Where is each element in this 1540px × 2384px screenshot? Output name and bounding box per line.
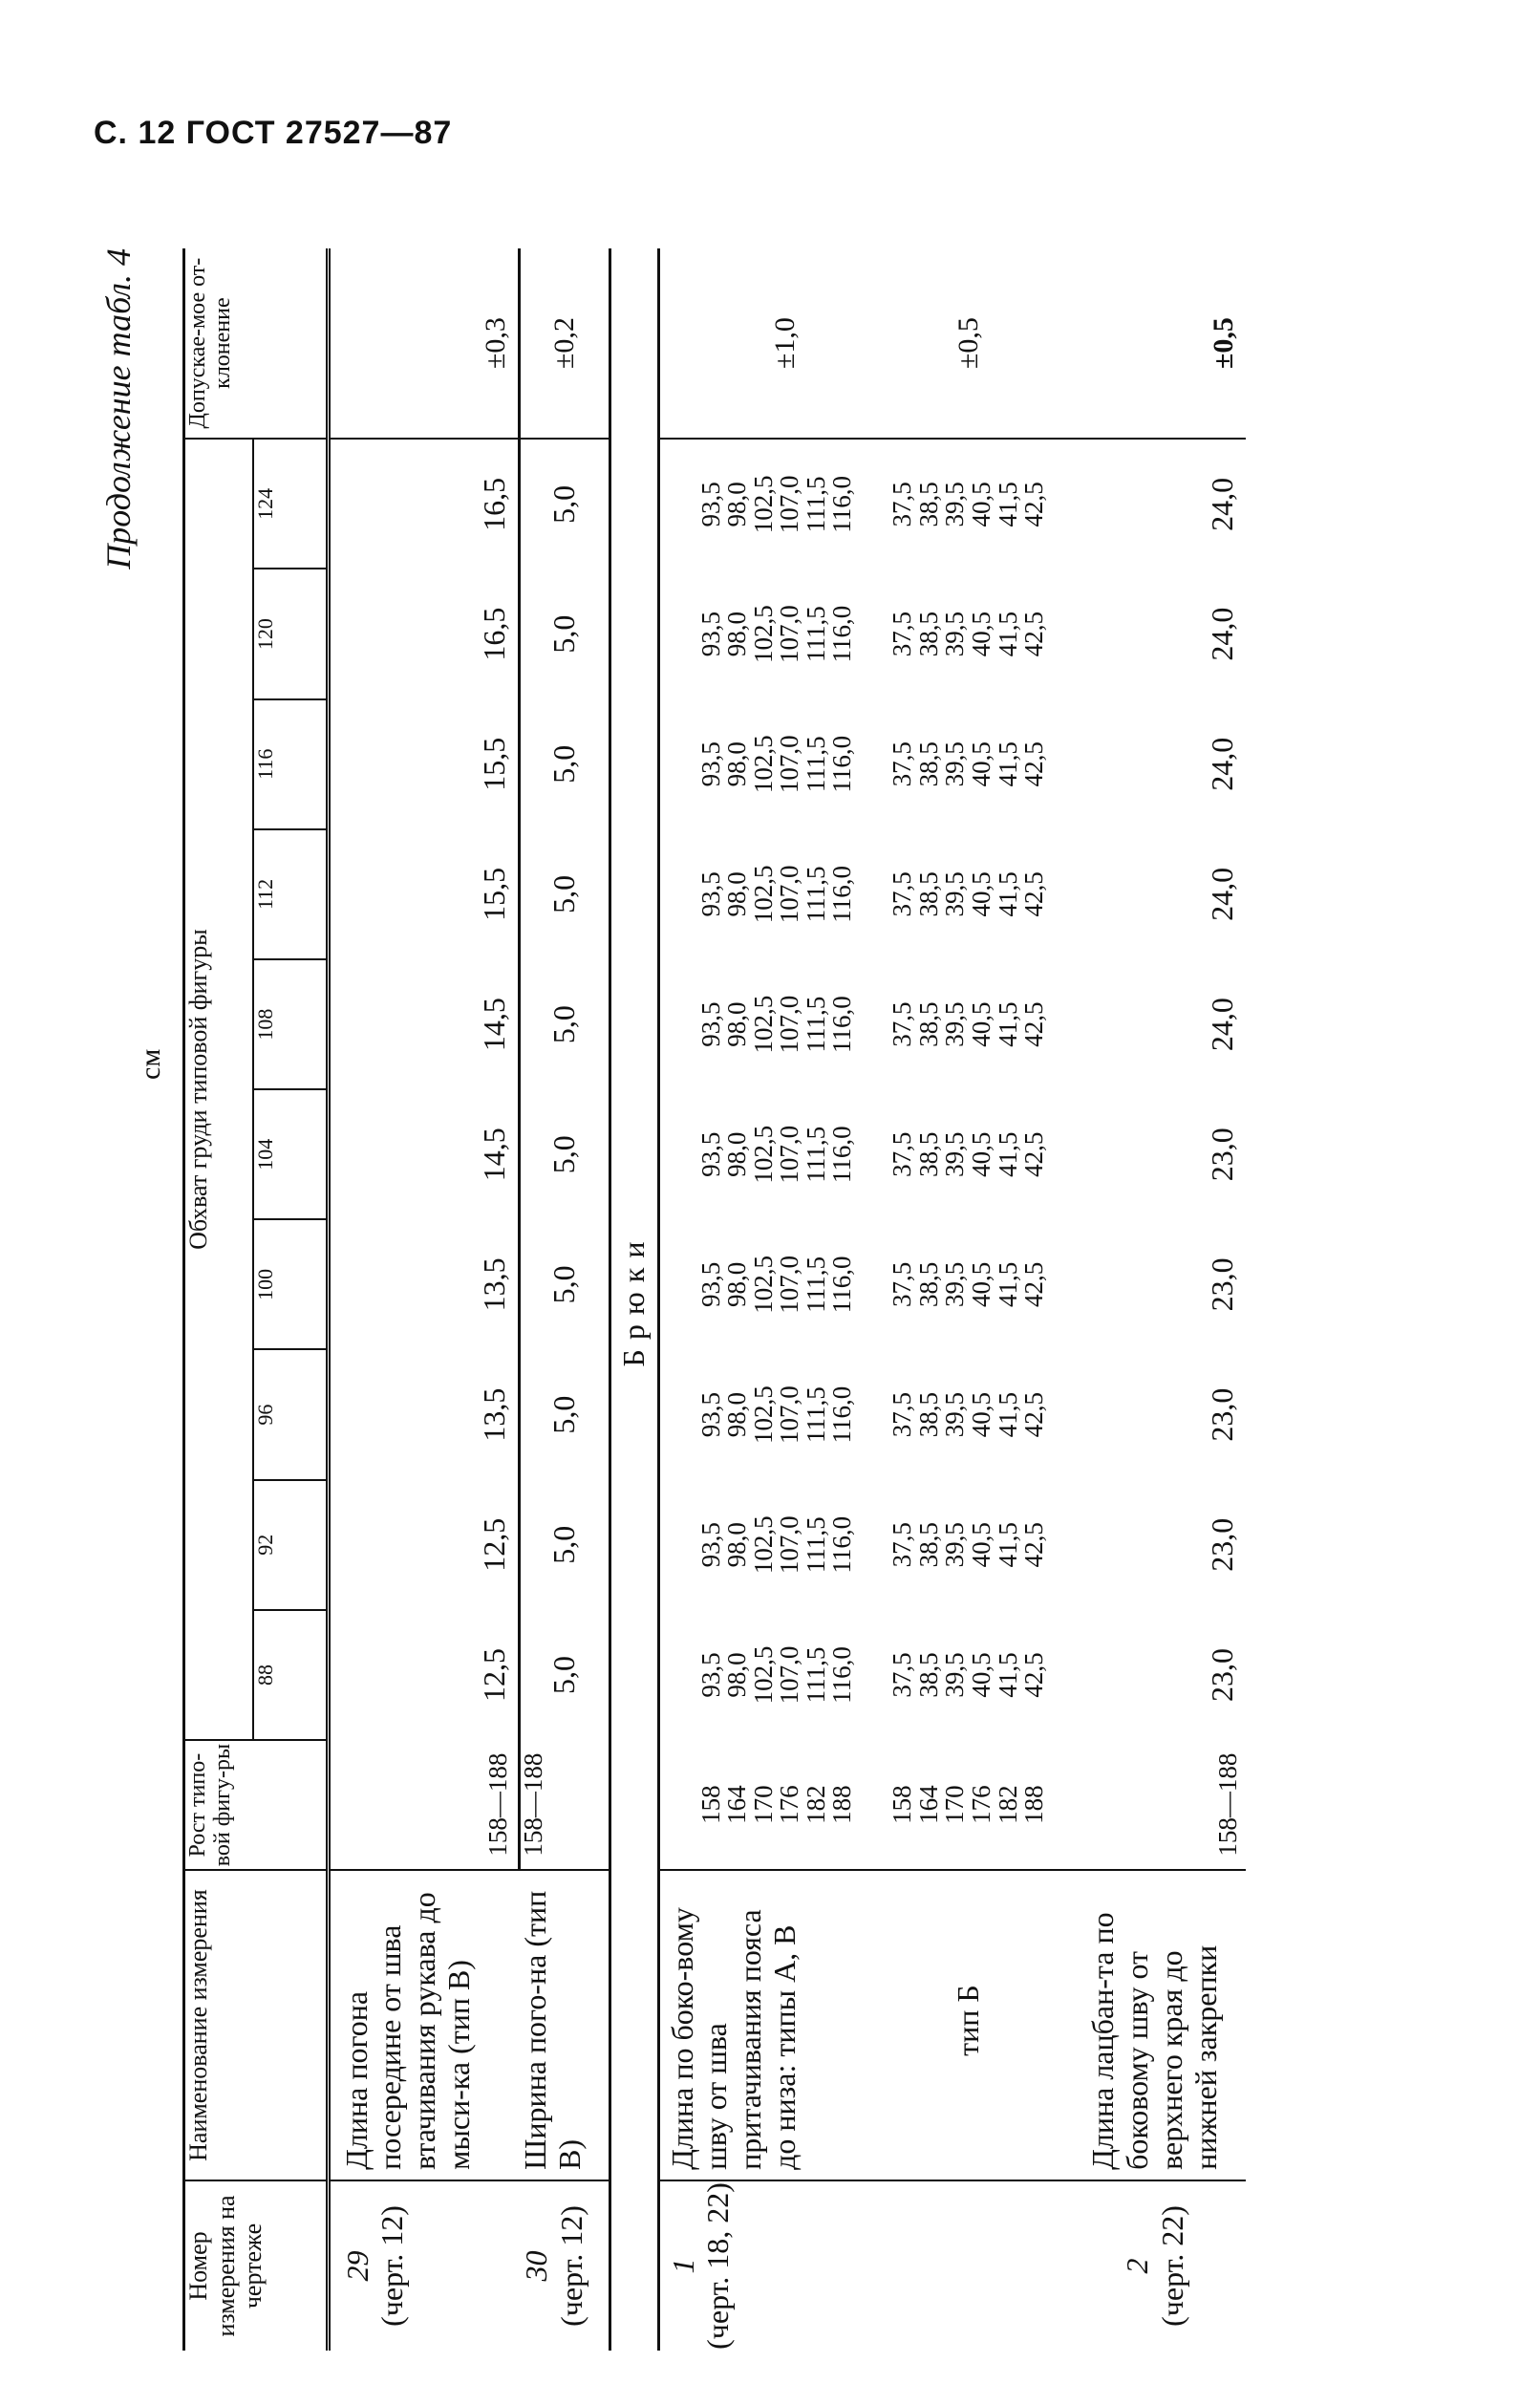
value: 37,5: [888, 741, 917, 787]
header-group: Обхват груди типовой фигуры: [184, 439, 254, 1740]
height-value: 164: [913, 1785, 943, 1824]
value: 116,0: [827, 996, 857, 1053]
row-ref: (черт. 12): [374, 2205, 410, 2327]
value: 39,5: [940, 1522, 970, 1568]
value: 98,0: [722, 611, 752, 657]
value: 41,5: [993, 1391, 1022, 1438]
tolerance-cell: ±0,5: [873, 248, 1064, 439]
value: 98,0: [722, 871, 752, 917]
value: 42,5: [1019, 871, 1049, 917]
value: 98,0: [722, 1522, 752, 1568]
value: 40,5: [967, 741, 995, 787]
value: 98,0: [722, 1652, 752, 1698]
value-cell: 14,5: [476, 998, 511, 1052]
value: 42,5: [1019, 741, 1049, 787]
value-stack: [873, 1350, 1064, 1480]
row-number-cell: [328, 2180, 519, 2351]
value-cell: 13,5: [476, 1257, 511, 1312]
value: 42,5: [1019, 611, 1049, 657]
value: 39,5: [940, 482, 970, 527]
value-stack: [658, 569, 873, 698]
value: 39,5: [940, 1261, 970, 1308]
value: 98,0: [722, 1391, 752, 1438]
value-cell: 23,0: [1205, 1647, 1239, 1702]
value: 40,5: [967, 1261, 995, 1308]
value: 40,5: [967, 1001, 995, 1047]
value: 38,5: [913, 482, 943, 527]
tolerance-cell: ±0,3: [328, 248, 519, 439]
value-stack: [658, 1219, 873, 1349]
value: 98,0: [722, 1131, 752, 1177]
value-stack: [658, 829, 873, 959]
value: 107,0: [775, 1645, 804, 1705]
value-cell: 24,0: [1205, 477, 1239, 531]
value: 93,5: [695, 611, 725, 657]
value-stack: [873, 1219, 1064, 1349]
value: 116,0: [827, 1515, 857, 1574]
value: 38,5: [913, 871, 943, 917]
value: 40,5: [967, 1652, 995, 1698]
row-name: Длина лацбан-та по боковому шву от верхнего края до нижней закрепки: [1064, 1870, 1246, 2180]
table-row: [328, 248, 519, 2351]
section-title: Брюки: [610, 248, 658, 2351]
value: 111,5: [801, 736, 830, 793]
table-row: [519, 248, 610, 2351]
value: 39,5: [940, 871, 970, 917]
value: 42,5: [1019, 1522, 1049, 1568]
value-stack: [658, 1350, 873, 1480]
value-cell: 23,0: [1205, 1257, 1239, 1312]
value-cell: 5,0: [519, 1480, 610, 1610]
value: 38,5: [913, 1522, 943, 1568]
value: 38,5: [913, 1001, 943, 1047]
units-label: см: [135, 1048, 166, 1080]
value: 116,0: [827, 735, 857, 793]
row-height: 158—188: [1064, 1740, 1246, 1870]
row-ref: (черт. 18, 22): [700, 2182, 736, 2350]
value: 98,0: [722, 1261, 752, 1308]
value: 93,5: [695, 1391, 725, 1438]
value-cell: 5,0: [519, 1350, 610, 1480]
value: 41,5: [993, 871, 1022, 917]
value: 116,0: [827, 475, 857, 533]
size-92: 92: [253, 1480, 328, 1610]
value: 111,5: [801, 1386, 830, 1443]
value-cell: 5,0: [519, 829, 610, 959]
rotated-table-page: [91, 229, 1457, 2351]
value-cell: 5,0: [519, 1219, 610, 1349]
value: 41,5: [993, 741, 1022, 787]
value: 98,0: [722, 1001, 752, 1047]
size-108: 108: [253, 959, 328, 1089]
value: 42,5: [1019, 1001, 1049, 1047]
value: 38,5: [913, 611, 943, 657]
value: 37,5: [888, 1001, 917, 1047]
value-stack: [873, 829, 1064, 959]
height-value: 188: [827, 1785, 857, 1824]
value: 39,5: [940, 1001, 970, 1047]
value-stack: [658, 699, 873, 829]
value: 93,5: [695, 1522, 725, 1568]
value: 40,5: [967, 611, 995, 657]
value: 98,0: [722, 741, 752, 787]
value: 93,5: [695, 741, 725, 787]
row-number: 2: [1120, 2258, 1155, 2274]
size-112: 112: [253, 829, 328, 959]
value: 38,5: [913, 741, 943, 787]
table-row: [1064, 248, 1246, 2351]
height-value: 158: [695, 1785, 725, 1824]
height-value: 176: [775, 1785, 804, 1824]
value: 38,5: [913, 1261, 943, 1308]
continuation-caption: Продолжение табл. 4: [99, 248, 138, 569]
value: 41,5: [993, 1522, 1022, 1568]
value: 40,5: [967, 871, 995, 917]
size-100: 100: [253, 1219, 328, 1349]
row-number: 1: [665, 2258, 700, 2274]
value: 41,5: [993, 1001, 1022, 1047]
value-cell: 5,0: [519, 1610, 610, 1740]
page-header: С. 12 ГОСТ 27527—87: [94, 115, 453, 151]
value: 102,5: [748, 1515, 778, 1575]
value: 107,0: [775, 475, 804, 534]
value: 41,5: [993, 1131, 1022, 1177]
value: 116,0: [827, 1256, 857, 1314]
value-cell: 5,0: [519, 439, 610, 569]
height-value: 176: [967, 1785, 995, 1824]
height-value: 188: [1019, 1785, 1049, 1824]
value: 111,5: [801, 606, 830, 662]
value-cell: 15,5: [476, 737, 511, 791]
value: 93,5: [695, 1131, 725, 1177]
value: 40,5: [967, 1522, 995, 1568]
row-name: Ширина пого-на (тип В): [519, 1870, 610, 2180]
value: 42,5: [1019, 1131, 1049, 1177]
row-ref: (черт. 12): [553, 2205, 588, 2327]
row-name: тип Б: [873, 1870, 1064, 2180]
value: 93,5: [695, 871, 725, 917]
value-stack: [873, 569, 1064, 698]
tolerance-cell: ±0,2: [519, 248, 610, 439]
height-value: 170: [748, 1785, 778, 1824]
size-124: 124: [253, 439, 328, 569]
value: 37,5: [888, 1131, 917, 1177]
value: 37,5: [888, 1652, 917, 1698]
value: 37,5: [888, 482, 917, 527]
value: 102,5: [748, 735, 778, 794]
header-tolerance: Допускае-мое от-клонение: [184, 248, 329, 439]
value: 93,5: [695, 1261, 725, 1308]
value-cell: 16,5: [476, 477, 511, 531]
value-stack: [873, 1089, 1064, 1219]
value: 39,5: [940, 741, 970, 787]
header-name: Наименование измерения: [184, 1870, 329, 2180]
value: 98,0: [722, 482, 752, 527]
height-value: 164: [722, 1785, 752, 1824]
value-cell: 23,0: [1205, 1387, 1239, 1442]
value: 39,5: [940, 1131, 970, 1177]
value: 41,5: [993, 1652, 1022, 1698]
value: 111,5: [801, 866, 830, 923]
value: 42,5: [1019, 1652, 1049, 1698]
value: 40,5: [967, 482, 995, 527]
row-number: 30: [519, 2250, 553, 2282]
value-stack: [873, 439, 1064, 569]
size-96: 96: [253, 1350, 328, 1480]
value-stack: [658, 439, 873, 569]
value: 41,5: [993, 611, 1022, 657]
value-cell: 16,5: [476, 607, 511, 661]
value-stack: [873, 959, 1064, 1089]
value-cell: 15,5: [476, 867, 511, 921]
value: 107,0: [775, 1256, 804, 1314]
value: 102,5: [748, 995, 778, 1054]
value-cell: 5,0: [519, 1089, 610, 1219]
value: 116,0: [827, 605, 857, 663]
value-stack: [873, 1610, 1064, 1740]
value: 42,5: [1019, 1391, 1049, 1438]
header-height: Рост типо-вой фигу-ры: [184, 1740, 329, 1870]
row-number-cell: [1064, 2180, 1246, 2351]
value: 102,5: [748, 865, 778, 924]
tolerance-cell: ±1,0: [658, 248, 873, 439]
value-stack: [658, 1480, 873, 1610]
value-cell: 24,0: [1205, 737, 1239, 791]
size-104: 104: [253, 1089, 328, 1219]
heights-list: [873, 1740, 1064, 1870]
value: 111,5: [801, 1256, 830, 1313]
value-stack: [873, 1480, 1064, 1610]
value: 93,5: [695, 1652, 725, 1698]
value: 111,5: [801, 1646, 830, 1704]
value: 38,5: [913, 1131, 943, 1177]
tolerance-cell: ±0,5: [1064, 248, 1246, 439]
height-value: 170: [940, 1785, 970, 1824]
height-value: 158: [888, 1785, 917, 1824]
value: 37,5: [888, 1391, 917, 1438]
value: 107,0: [775, 865, 804, 924]
value: 42,5: [1019, 482, 1049, 527]
value: 111,5: [801, 1126, 830, 1183]
value: 93,5: [695, 1001, 725, 1047]
value: 107,0: [775, 1515, 804, 1575]
value: 41,5: [993, 482, 1022, 527]
value: 116,0: [827, 1385, 857, 1444]
row-name: Длина по боко-вому шву от шва притачивания пояса до низа: типы А, В: [658, 1870, 873, 2180]
value: 93,5: [695, 482, 725, 527]
row-name: Длина погона посередине от шва втачивания рукава до мыси-ка (тип В): [328, 1870, 519, 2180]
value-cell: 5,0: [519, 569, 610, 698]
value: 111,5: [801, 996, 830, 1053]
value: 107,0: [775, 995, 804, 1054]
value-cell: 24,0: [1205, 998, 1239, 1052]
value: 41,5: [993, 1261, 1022, 1308]
value-cell: 12,5: [476, 1647, 511, 1702]
value: 111,5: [801, 476, 830, 533]
row-number-cell: [658, 2180, 1064, 2351]
measurement-table: [182, 248, 1246, 2351]
value: 37,5: [888, 611, 917, 657]
row-number-cell: [519, 2180, 610, 2351]
row-number: 29: [339, 2250, 374, 2282]
value: 39,5: [940, 1391, 970, 1438]
row-height: 158—188: [519, 1740, 610, 1870]
value: 102,5: [748, 475, 778, 534]
size-116: 116: [253, 699, 328, 829]
value-stack: [873, 699, 1064, 829]
value-cell: 24,0: [1205, 867, 1239, 921]
value-stack: [658, 1610, 873, 1740]
value: 38,5: [913, 1391, 943, 1438]
value: 107,0: [775, 1385, 804, 1444]
row-ref: (черт. 22): [1155, 2205, 1189, 2327]
value: 111,5: [801, 1516, 830, 1574]
value: 102,5: [748, 1125, 778, 1184]
value: 107,0: [775, 605, 804, 663]
size-88: 88: [253, 1610, 328, 1740]
value: 37,5: [888, 1261, 917, 1308]
row-height: 158—188: [328, 1740, 519, 1870]
value-stack: [658, 959, 873, 1089]
table-row: [873, 248, 1064, 2351]
value: 37,5: [888, 871, 917, 917]
value-cell: 24,0: [1205, 607, 1239, 661]
value-cell: 12,5: [476, 1517, 511, 1572]
value: 107,0: [775, 1125, 804, 1184]
value-cell: 5,0: [519, 959, 610, 1089]
height-value: 182: [801, 1785, 830, 1824]
value: 42,5: [1019, 1261, 1049, 1308]
table-row: [658, 248, 873, 2351]
header-number: Номер измерения на чертеже: [184, 2180, 329, 2351]
height-value: 182: [993, 1785, 1022, 1824]
value: 102,5: [748, 1385, 778, 1444]
value-stack: [658, 1089, 873, 1219]
value: 116,0: [827, 1126, 857, 1184]
value: 102,5: [748, 605, 778, 663]
heights-list: [658, 1740, 873, 1870]
value: 102,5: [748, 1256, 778, 1314]
value: 38,5: [913, 1652, 943, 1698]
value-cell: 23,0: [1205, 1128, 1239, 1182]
value-cell: 5,0: [519, 699, 610, 829]
value: 39,5: [940, 611, 970, 657]
value-cell: 23,0: [1205, 1517, 1239, 1572]
value-cell: 13,5: [476, 1387, 511, 1442]
value: 39,5: [940, 1652, 970, 1698]
value: 107,0: [775, 735, 804, 794]
value: 40,5: [967, 1391, 995, 1438]
value: 116,0: [827, 1646, 857, 1704]
value: 102,5: [748, 1645, 778, 1705]
value-cell: 14,5: [476, 1128, 511, 1182]
value: 116,0: [827, 866, 857, 923]
value: 37,5: [888, 1522, 917, 1568]
value: 40,5: [967, 1131, 995, 1177]
size-120: 120: [253, 569, 328, 698]
